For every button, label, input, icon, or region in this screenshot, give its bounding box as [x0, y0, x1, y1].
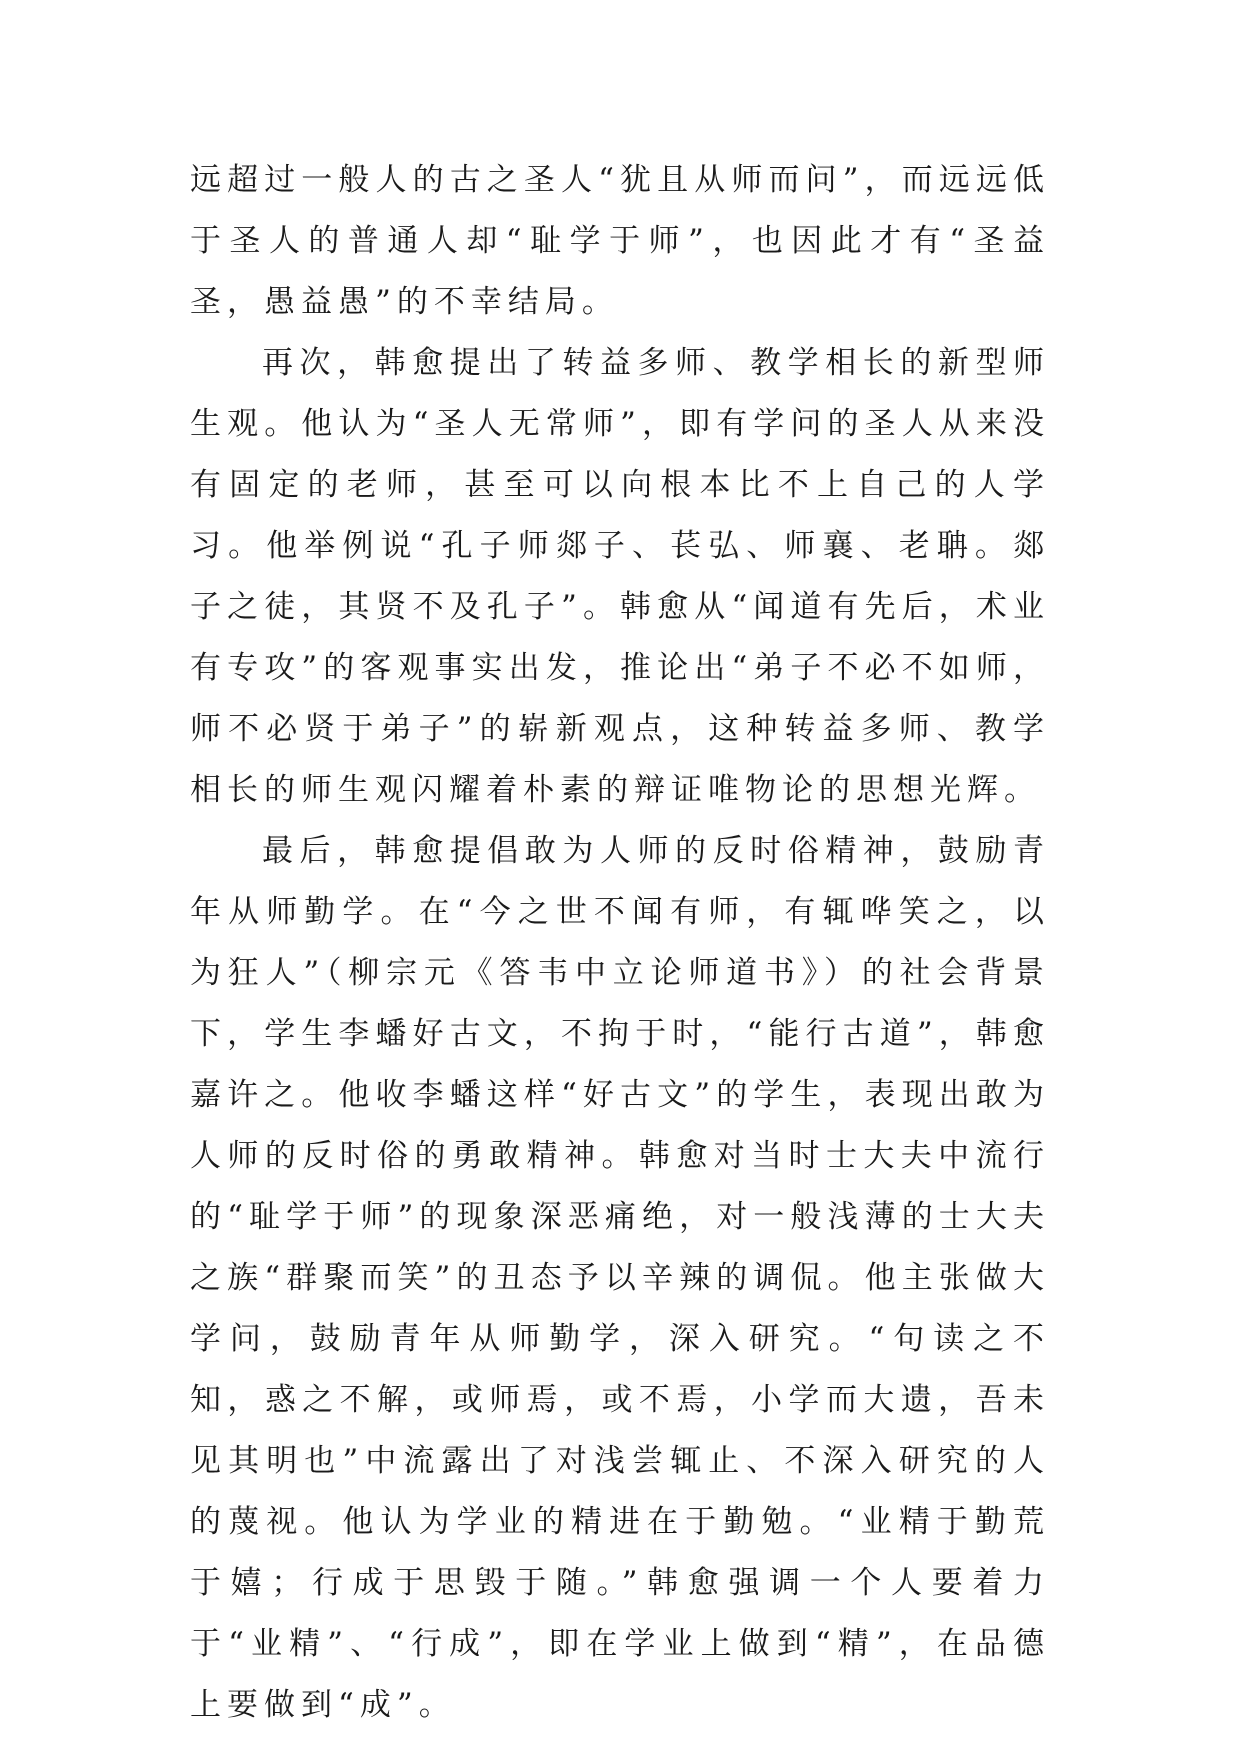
paragraph-1: 远超过一般人的古之圣人“犹且从师而问”，而远远低于圣人的普通人却“耻学于师”，也因此才有“圣益圣，愚益愚”的不幸结局。	[190, 162, 1050, 320]
paragraph-3: 最后，韩愈提倡敢为人师的反时俗精神，鼓励青年从师勤学。在“今之世不闻有师，有辄哗笑之，以为狂人”（柳宗元《答韦中立论师道书》）的社会背景下，学生李蟠好古文，不拘于时，“能行古道”，韩愈嘉许之。他收李蟠这样“好古文”的学生，表现出敢为人师的反时俗的勇敢精神。韩愈对当时士大夫中流行的“耻学于师”的现象深恶痛绝，对一般浅薄的士大夫之族“群聚而笑”的丑态予以辛辣的调侃。他主张做大学问，鼓励青年从师勤学，深入研究。“句读之不知，惑之不解，或师焉，或不焉，小学而大遗，吾未见其明也”中流露出了对浅尝辄止、不深入研究的人的蔑视。他认为学业的精进在于勤勉。“业精于勤荒于嬉；行成于思毁于随。”韩愈强调一个人要着力于“业精”、“行成”，即在学业上做到“精”，在品德上要做到“成”。	[190, 833, 1050, 1723]
paragraph-2: 再次，韩愈提出了转益多师、教学相长的新型师生观。他认为“圣人无常师”，即有学问的圣人从来没有固定的老师，甚至可以向根本比不上自己的人学习。他举例说“孔子师郯子、苌弘、师襄、老聃。郯子之徒，其贤不及孔子”。韩愈从“闻道有先后，术业有专攻”的客观事实出发，推论出“弟子不必不如师，师不必贤于弟子”的崭新观点，这种转益多师、教学相长的师生观闪耀着朴素的辩证唯物论的思想光辉。	[190, 345, 1050, 808]
body-text	[190, 150, 1050, 1736]
